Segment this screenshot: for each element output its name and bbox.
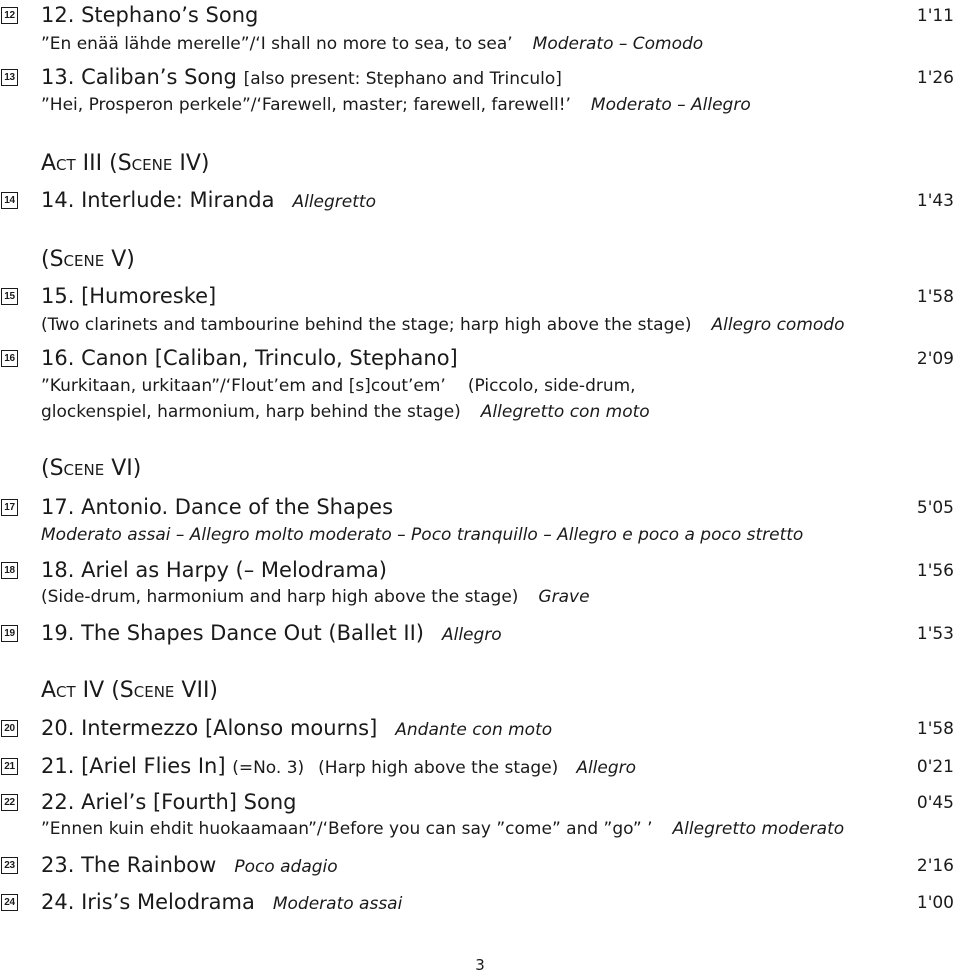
track-tempo: Moderato assai – Allegro molto moderato – Poco tranquillo – Allegro e poco a poco stretto	[41, 525, 804, 545]
track-duration: 1'58	[916, 287, 954, 307]
track-duration: 1'53	[916, 624, 954, 644]
track-tempo: Moderato – Allegro	[590, 95, 751, 115]
page-number: 3	[475, 956, 485, 974]
track-title: 17. Antonio. Dance of the Shapes	[41, 495, 394, 519]
track-title	[41, 64, 562, 92]
track-number-box: 19	[1, 625, 18, 642]
track-title-text: 13. Caliban’s Song	[41, 65, 237, 89]
track-lyric: ”Ennen kuin ehdit huokaamaan”/‘Before you can say ”come” and ”go” ’	[41, 819, 653, 839]
track-title-text: 21. [Ariel Flies In]	[41, 754, 226, 778]
track-title: 22. Ariel’s [Fourth] Song	[41, 790, 297, 814]
track-number-box: 24	[1, 894, 18, 911]
track-duration: 0'21	[916, 757, 954, 777]
track-duration: 1'58	[916, 719, 954, 739]
track-number-box: 14	[1, 192, 18, 209]
track-duration: 1'26	[916, 68, 954, 88]
track-lyric: ”Kurkitaan, urkitaan”/‘Flout’em and [s]cout’em’	[41, 376, 446, 396]
track-title: 16. Canon [Caliban, Trinculo, Stephano]	[41, 346, 458, 370]
track-number-box: 16	[1, 350, 18, 367]
track-subtitle	[41, 817, 844, 841]
track-title: 15. [Humoreske]	[41, 284, 217, 308]
track-tempo: Allegretto	[292, 192, 376, 212]
track-subtitle	[41, 32, 703, 56]
track-title	[41, 715, 552, 743]
scene-heading: (Scene VI)	[41, 456, 142, 481]
track-lyric: ”Hei, Prosperon perkele”/‘Farewell, master; farewell, farewell!’	[41, 95, 571, 115]
track-subtitle	[41, 523, 803, 547]
track-duration: 1'56	[916, 561, 954, 581]
track-number-box: 21	[1, 758, 18, 775]
track-duration: 1'11	[916, 6, 954, 26]
track-title-text: 24. Iris’s Melodrama	[41, 890, 255, 914]
track-number-box: 17	[1, 499, 18, 516]
track-tempo: Moderato – Comodo	[532, 34, 704, 54]
track-subtitle	[41, 374, 636, 398]
track-title-text: 14. Interlude: Miranda	[41, 188, 275, 212]
track-tempo: Allegro	[576, 758, 637, 778]
track-instrumentation: (Harp high above the stage)	[318, 758, 559, 778]
track-duration: 0'45	[916, 793, 954, 813]
track-duration: 1'43	[916, 191, 954, 211]
track-subtitle-2	[41, 400, 650, 424]
track-title	[41, 753, 636, 781]
track-number-box: 15	[1, 288, 18, 305]
track-subtitle	[41, 93, 751, 117]
act-heading: Act IV (Scene VII)	[41, 678, 219, 703]
track-tempo: Moderato assai	[272, 894, 403, 914]
track-title-note: [also present: Stephano and Trinculo]	[243, 69, 562, 89]
track-tempo: Grave	[538, 587, 590, 607]
track-title	[41, 187, 376, 215]
track-number-box: 18	[1, 562, 18, 579]
track-tempo: Allegro	[441, 625, 502, 645]
track-tempo: Andante con moto	[395, 720, 553, 740]
track-duration: 2'16	[916, 856, 954, 876]
track-instrumentation: (Two clarinets and tambourine behind the stage; harp high above the stage)	[41, 315, 692, 335]
track-number-box: 13	[1, 69, 18, 86]
track-title	[41, 889, 402, 917]
track-title-text: 23. The Rainbow	[41, 853, 217, 877]
track-instrumentation: (Side-drum, harmonium and harp high above the stage)	[41, 587, 519, 607]
scene-heading: (Scene V)	[41, 247, 135, 272]
track-tempo: Allegretto moderato	[672, 819, 845, 839]
track-title	[41, 852, 338, 880]
track-duration: 2'09	[916, 349, 954, 369]
track-lyric: ”En enää lähde merelle”/‘I shall no more to sea, to sea’	[41, 34, 513, 54]
track-tempo: Allegretto con moto	[480, 402, 650, 422]
track-title	[41, 620, 502, 648]
track-number-box: 23	[1, 857, 18, 874]
track-title: 18. Ariel as Harpy (– Melodrama)	[41, 558, 387, 582]
act-heading: Act III (Scene IV)	[41, 151, 210, 176]
track-number-box: 20	[1, 720, 18, 737]
track-number-box: 12	[1, 7, 18, 24]
track-duration: 1'00	[916, 893, 954, 913]
track-tempo: Allegro comodo	[711, 315, 845, 335]
track-instrumentation-2: glockenspiel, harmonium, harp behind the stage)	[41, 402, 461, 422]
track-instrumentation: (Piccolo, side-drum,	[467, 376, 636, 396]
track-number-box: 22	[1, 794, 18, 811]
track-subtitle	[41, 313, 845, 337]
track-title: 12. Stephano’s Song	[41, 3, 259, 27]
track-title-note: (=No. 3)	[232, 758, 305, 778]
track-duration: 5'05	[916, 498, 954, 518]
track-title-text: 20. Intermezzo [Alonso mourns]	[41, 716, 378, 740]
track-title-text: 19. The Shapes Dance Out (Ballet II)	[41, 621, 424, 645]
track-tempo: Poco adagio	[234, 857, 338, 877]
track-subtitle	[41, 585, 590, 609]
